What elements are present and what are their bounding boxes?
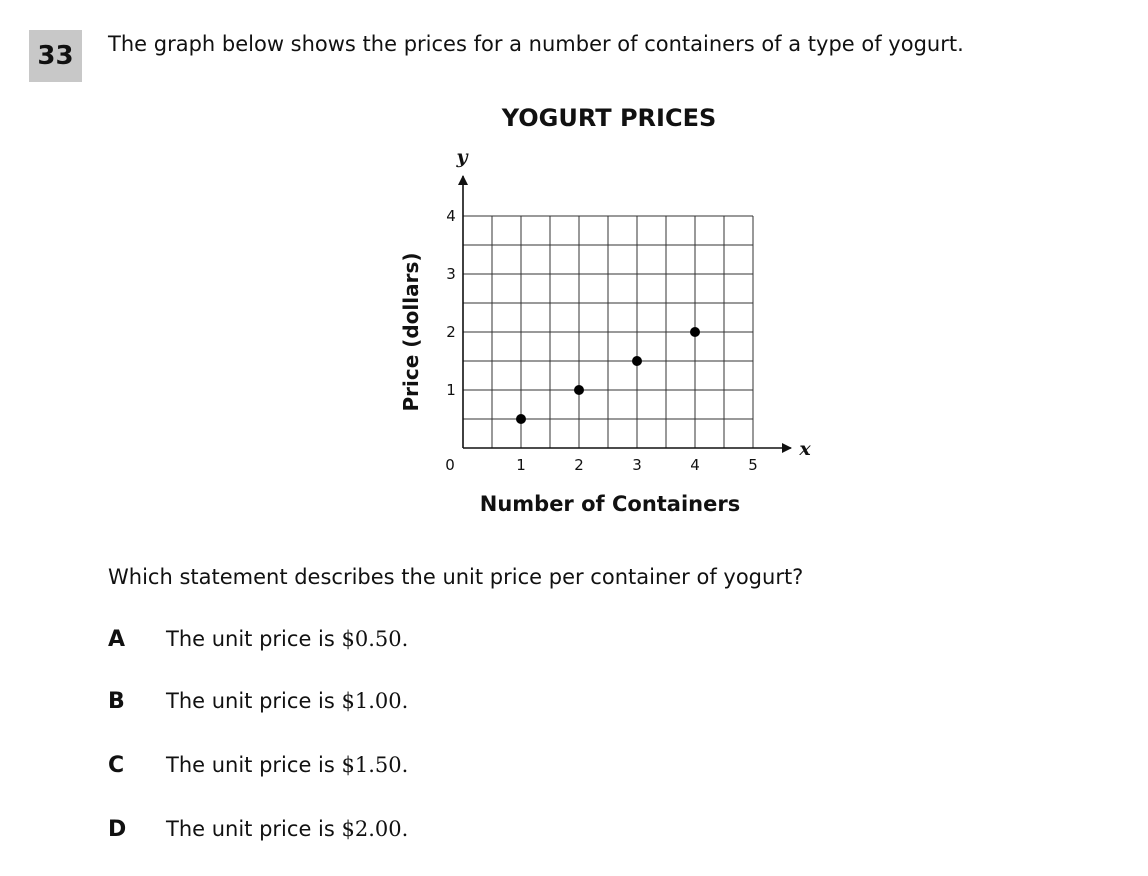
chart-grid	[463, 216, 753, 448]
choice-text: The unit price is $2.00.	[166, 817, 409, 841]
y-tick-label: 3	[446, 265, 456, 283]
chart-axes	[463, 176, 791, 448]
choice-letter: A	[108, 626, 126, 652]
choice-c[interactable]	[108, 750, 408, 780]
x-tick-label: 5	[748, 456, 758, 474]
x-axis-title: Number of Containers	[479, 492, 741, 516]
chart-title: YOGURT PRICES	[501, 104, 717, 132]
data-point	[690, 327, 700, 337]
x-tick-label: 3	[632, 456, 642, 474]
data-point	[574, 385, 584, 395]
choice-letter: D	[108, 816, 127, 842]
question-number: 33	[29, 30, 82, 82]
choice-b[interactable]	[108, 686, 408, 716]
origin-label: 0	[445, 456, 455, 474]
y-axis-title: Price (dollars)	[399, 252, 423, 412]
choice-a[interactable]	[108, 624, 408, 654]
choice-text: The unit price is $1.00.	[166, 689, 409, 713]
choice-letter: B	[108, 688, 125, 714]
x-tick-label: 4	[690, 456, 700, 474]
x-axis-letter: x	[799, 438, 811, 460]
y-tick-label: 1	[446, 381, 456, 399]
choice-d[interactable]	[108, 814, 408, 844]
x-tick-label: 1	[516, 456, 526, 474]
y-tick-label: 2	[446, 323, 456, 341]
y-tick-label: 4	[446, 207, 456, 225]
choice-text: The unit price is $1.50.	[166, 753, 409, 777]
choice-letter: C	[108, 752, 125, 778]
question-prompt: Which statement describes the unit price per container of yogurt?	[108, 565, 804, 589]
y-axis-letter: y	[456, 146, 468, 168]
x-tick-label: 2	[574, 456, 584, 474]
data-point	[632, 356, 642, 366]
question-stem: The graph below shows the prices for a number of containers of a type of yogurt.	[108, 32, 964, 56]
chart-tick-labels	[446, 207, 758, 474]
data-point	[516, 414, 526, 424]
choice-text: The unit price is $0.50.	[166, 627, 409, 651]
